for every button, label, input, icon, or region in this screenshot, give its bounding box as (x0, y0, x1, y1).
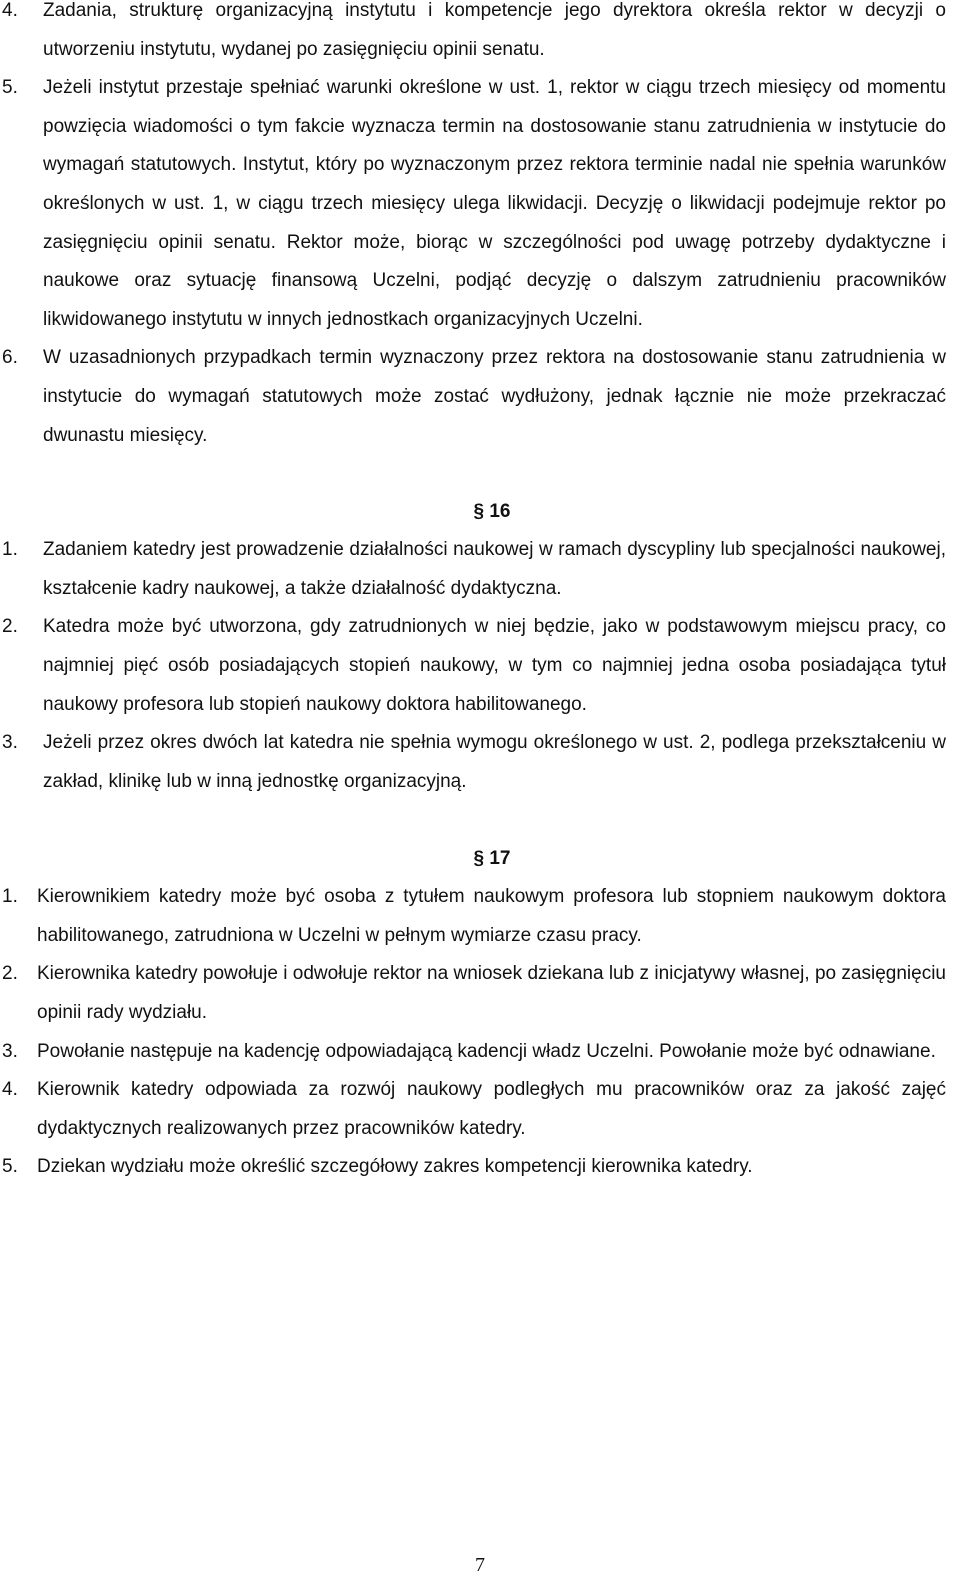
section-heading-16: § 16 (473, 501, 511, 523)
item-text: Jeżeli przez okres dwóch lat katedra nie spełnia wymogu określonego w ust. 2, podlega przekształceniu w zakład, klinikę lub w inną jednostkę organizacyjną. (43, 732, 946, 792)
item-number: 5. (2, 1156, 18, 1178)
item-text: Dziekan wydziału może określić szczegółowy zakres kompetencji kierownika katedry. (37, 1156, 753, 1178)
list-item (0, 1071, 960, 1148)
list-item (0, 1148, 960, 1187)
item-number: 6. (2, 347, 18, 369)
item-text: Kierownikiem katedry może być osoba z tytułem naukowym profesora lub stopniem naukowym doktora habilitowanego, zatrudniona w Uczelni w pełnym wymiarze czasu pracy. (37, 886, 946, 946)
item-number: 2. (2, 963, 18, 985)
item-number: 4. (2, 1079, 18, 1101)
list-item (0, 724, 960, 801)
item-number: 4. (2, 0, 18, 21)
section-16 (0, 531, 960, 801)
item-text: Zadania, strukturę organizacyjną instytutu i kompetencje jego dyrektora określa rektor w decyzji o utworzeniu instytutu, wydanej po zasięgnięciu opinii senatu. (43, 0, 946, 60)
list-item (0, 0, 960, 69)
item-number: 3. (2, 1040, 18, 1062)
item-number: 1. (2, 886, 18, 908)
section-heading-17: § 17 (473, 848, 511, 870)
item-text: Jeżeli instytut przestaje spełniać warunki określone w ust. 1, rektor w ciągu trzech miesięcy od momentu powzięcia wiadomości o tym fakcie wyznacza termin na dostosowanie stanu zatrudnienia w instytucie do wymagań statutowych. Instytut, który po wyznaczonym przez rektora terminie nadal nie spełnia warunków określonych w ust. 1, w ciągu trzech miesięcy ulega likwidacji. Decyzję o likwidacji podejmuje rektor po zasięgnięciu opinii senatu. Rektor może, biorąc w szczególności pod uwagę potrzeby dydaktyczne i naukowe oraz sytuację finansową Uczelni, podjąć decyzję o dalszym zatrudnieniu pracowników likwidowanego instytutu w innych jednostkach organizacyjnych Uczelni. (43, 77, 946, 330)
page-number: 7 (475, 1554, 485, 1576)
item-text: Katedra może być utworzona, gdy zatrudnionych w niej będzie, jako w podstawowym miejscu pracy, co najmniej pięć osób posiadających stopień naukowy, w tym co najmniej jedna osoba posiadająca tytuł naukowy profesora lub stopień naukowy doktora habilitowanego. (43, 616, 946, 715)
list-item (0, 69, 960, 339)
item-text: W uzasadnionych przypadkach termin wyznaczony przez rektora na dostosowanie stanu zatrudnienia w instytucie do wymagań statutowych może zostać wydłużony, jednak łącznie nie może przekraczać dwunastu miesięcy. (43, 347, 946, 446)
item-number: 2. (2, 616, 18, 638)
item-number: 1. (2, 539, 18, 561)
item-text: Powołanie następuje na kadencję odpowiadającą kadencji władz Uczelni. Powołanie może być odnawiane. (37, 1040, 936, 1062)
item-text: Kierownika katedry powołuje i odwołuje rektor na wniosek dziekana lub z inicjatywy własnej, po zasięgnięciu opinii rady wydziału. (37, 963, 946, 1024)
item-text: Zadaniem katedry jest prowadzenie działalności naukowej w ramach dyscypliny lub specjalności naukowej, kształcenie kadry naukowej, a także działalność dydaktyczna. (43, 539, 946, 599)
list-item (0, 1033, 960, 1072)
list-item (0, 531, 960, 608)
list-item (0, 878, 960, 955)
list-item (0, 955, 960, 1032)
item-number: 3. (2, 732, 18, 754)
section-17 (0, 878, 960, 1187)
item-number: 5. (2, 77, 18, 99)
continued-section (0, 0, 960, 455)
list-item (0, 608, 960, 724)
list-item (0, 339, 960, 455)
item-text: Kierownik katedry odpowiada za rozwój naukowy podległych mu pracowników oraz za jakość zajęć dydaktycznych realizowanych przez pracowników katedry. (37, 1079, 946, 1139)
